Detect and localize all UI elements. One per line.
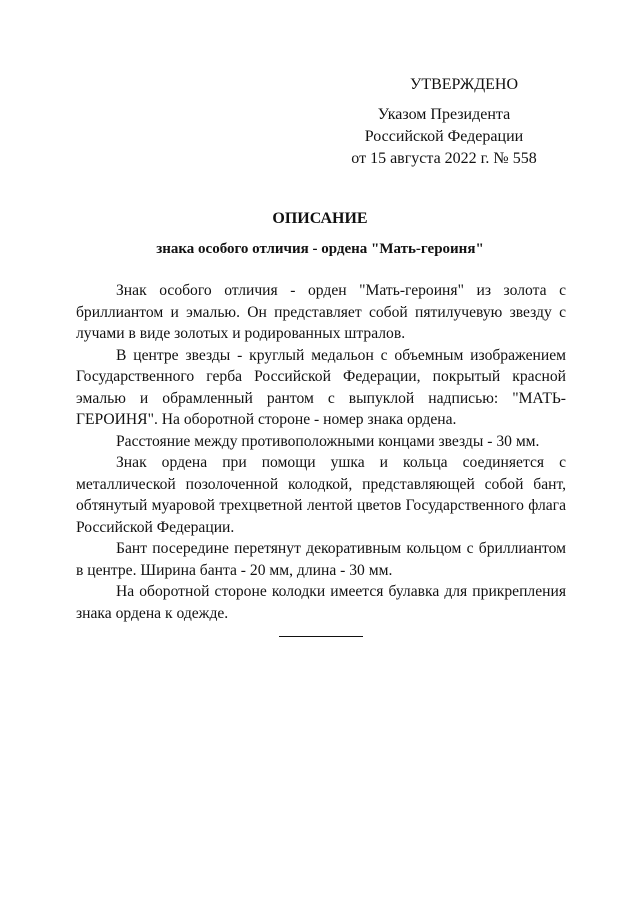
paragraph: В центре звезды - круглый медальон с объемным изображением Государственного герба Российской Федерации, покрытый красной эмалью и обрамленный рантом с выпуклой надписью: "МАТЬ-ГЕРОИНЯ". На оборотной стороне - номер знака ордена. [76, 346, 566, 428]
approval-line-country: Российской Федерации [364, 128, 524, 145]
paragraph: Знак особого отличия - орден "Мать-героиня" из золота с бриллиантом и эмалью. Он представляет собой пятилучевую звезду с лучами в виде золотых и родированных штралов. [76, 282, 566, 342]
document-title: ОПИСАНИЕ [272, 210, 368, 227]
paragraph: Бант посередине перетянут декоративным кольцом с бриллиантом в центре. Ширина банта - 20 мм, длина - 30 мм. [76, 540, 566, 579]
paragraph: Знак ордена при помощи ушка и кольца соединяется с металлической позолоченной колодкой, представляющей собой бант, обтянутый муаровой трехцветной лентой цветов Государственного флага Российской Федерации. [76, 454, 566, 536]
document-body [76, 280, 566, 624]
title-block [0, 208, 640, 260]
paragraph: Расстояние между противоположными концами звезды - 30 мм. [116, 432, 540, 450]
approval-line-decree: Указом Президента [377, 106, 511, 123]
approval-heading: УТВЕРЖДЕНО [409, 76, 518, 93]
approval-block [324, 74, 564, 170]
end-separator-line [279, 636, 363, 637]
paragraph: На оборотной стороне колодки имеется булавка для прикрепления знака ордена к одежде. [76, 583, 566, 622]
approval-line-date: от 15 августа 2022 г. № 558 [351, 150, 537, 167]
document-subtitle: знака особого отличия - ордена "Мать-героиня" [156, 241, 484, 257]
